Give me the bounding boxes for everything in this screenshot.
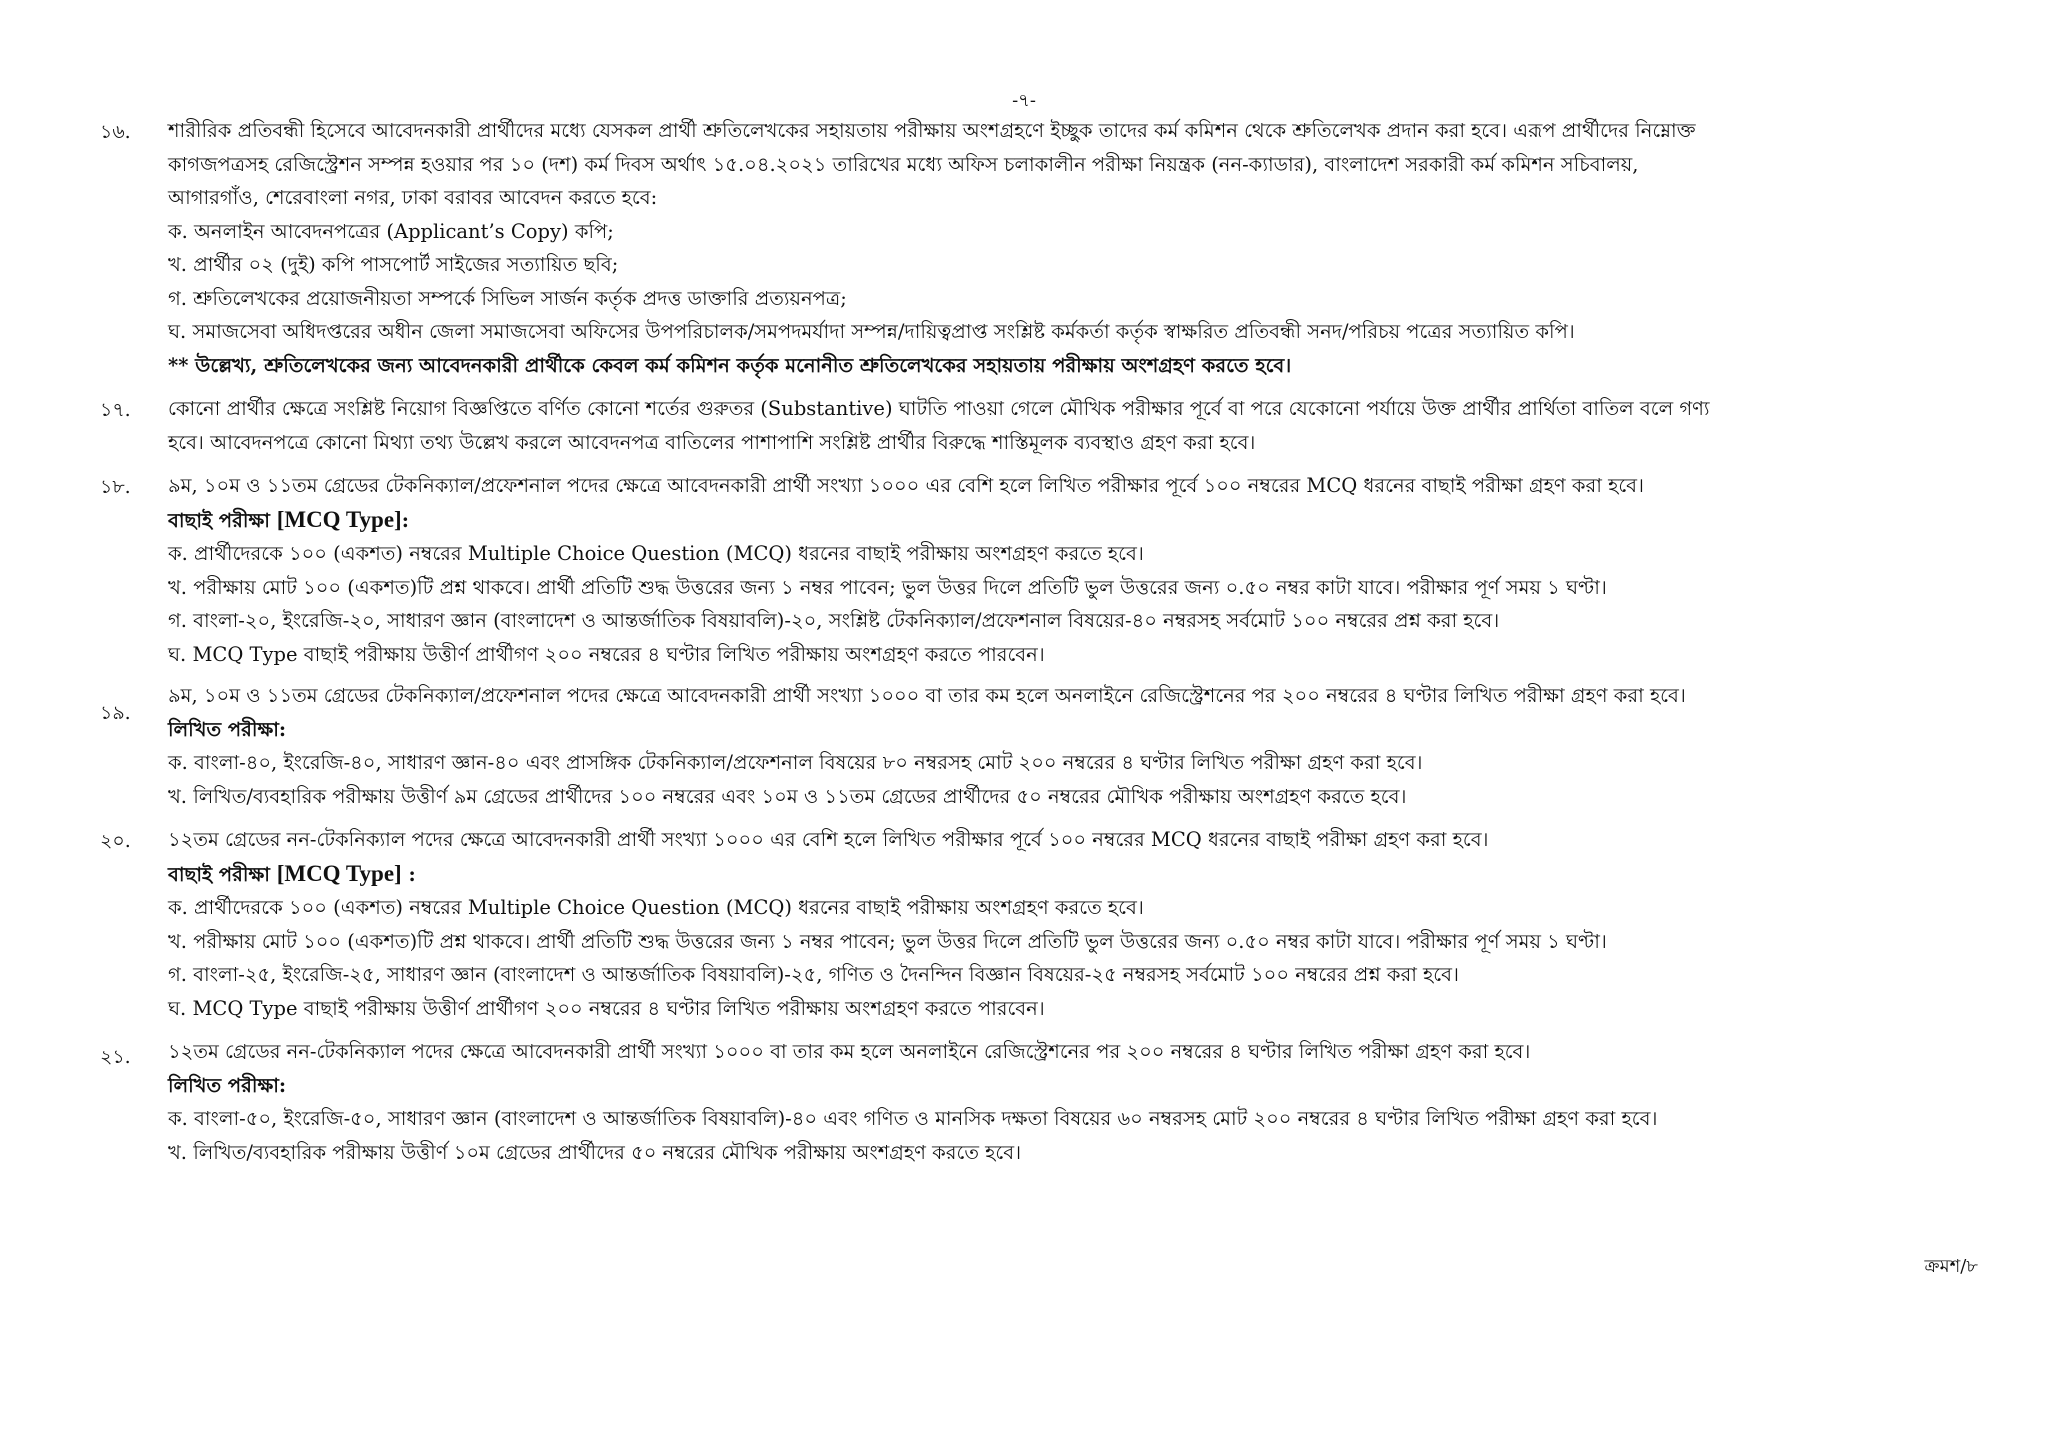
page-number: -৭- (1012, 90, 1036, 111)
sub-item-ka: ক. অনলাইন আবেদনপত্রের (Applicant’s Copy) কপি; (168, 219, 614, 243)
heading-mcq-type: [MCQ Type] (276, 860, 402, 886)
sub-item-ka: ক. প্রার্থীদেরকে ১০০ (একশত) নম্বরের Multiple Choice Question (MCQ) ধরনের বাছাই পরীক্ষায় অংশগ্রহণ করতে হবে। (168, 542, 1144, 565)
heading-suffix: : (401, 862, 416, 886)
sub-item-kha: খ. লিখিত/ব্যবহারিক পরীক্ষায় উত্তীর্ণ ১০ম গ্রেডের প্রার্থীদের ৫০ নম্বরের মৌখিক পরীক্ষায় অংশগ্রহণ করতে হবে। (168, 1140, 1022, 1164)
sub-item-kha: খ. পরীক্ষায় মোট ১০০ (একশত)টি প্রশ্ন থাকবে। প্রার্থী প্রতিটি শুদ্ধ উত্তরের জন্য ১ নম্বর পাবেন; ভুল উত্তর দিলে প্রতিটি ভুল উত্তরের জন্য ০.৫০ নম্বর কাটা যাবে। পরীক্ষার পূর্ণ সময় ১ ঘণ্টা। (168, 929, 1607, 953)
clause-number: ১৬. (100, 121, 131, 143)
clause-text-line: ৯ম, ১০ম ও ১১তম গ্রেডের টেকনিক্যাল/প্রফেশনাল পদের ক্ষেত্রে আবেদনকারী প্রার্থী সংখ্যা ১০০০ এর বেশি হলে লিখিত পরীক্ষার পূর্বে ১০০ নম্বরের MCQ ধরনের বাছাই পরীক্ষা গ্রহণ করা হবে। (168, 474, 1645, 497)
scribe-note: ** উল্লেখ্য, শ্রুতিলেখকের জন্য আবেদনকারী প্রার্থীকে কেবল কর্ম কমিশন কর্তৃক মনোনীত শ্রুতিলেখকের সহায়তায় পরীক্ষায় অংশগ্রহণ করতে হবে। (168, 353, 1292, 377)
sub-item-ka: ক. বাংলা-৫০, ইংরেজি-৫০, সাধারণ জ্ঞান (বাংলাদেশ ও আন্তর্জাতিক বিষয়াবলি)-৪০ এবং গণিত ও মানসিক দক্ষতা বিষয়ের ৬০ নম্বরসহ মোট ২০০ নম্বরের ৪ ঘণ্টার লিখিত পরীক্ষা গ্রহণ করা হবে। (168, 1107, 1658, 1130)
clause-16 (100, 114, 1980, 382)
clause-18 (100, 469, 1980, 671)
section-heading (168, 503, 1980, 538)
clause-text-line: ৯ম, ১০ম ও ১১তম গ্রেডের টেকনিক্যাল/প্রফেশনাল পদের ক্ষেত্রে আবেদনকারী প্রার্থী সংখ্যা ১০০০ বা তার কম হলে অনলাইনে রেজিস্ট্রেশনের পর ২০০ নম্বরের ৪ ঘণ্টার লিখিত পরীক্ষা গ্রহণ করা হবে। (168, 684, 1686, 707)
clause-20 (100, 823, 1980, 1025)
clause-text-line: আগারগাঁও, শেরেবাংলা নগর, ঢাকা বরাবর আবেদন করতে হবে: (168, 186, 658, 209)
clause-body (168, 114, 1980, 382)
clause-body (168, 469, 1980, 671)
sub-item-ga: গ. বাংলা-২৫, ইংরেজি-২৫, সাধারণ জ্ঞান (বাংলাদেশ ও আন্তর্জাতিক বিষয়াবলি)-২৫, গণিত ও দৈনন্দিন বিজ্ঞান বিষয়ের-২৫ নম্বরসহ সর্বমোট ১০০ নম্বরের প্রশ্ন করা হবে। (168, 963, 1459, 986)
section-heading: লিখিত পরীক্ষা: (168, 1073, 287, 1097)
clause-text-line: কাগজপত্রসহ রেজিস্ট্রেশন সম্পন্ন হওয়ার পর ১০ (দশ) কর্ম দিবস অর্থাৎ ১৫.০৪.২০২১ তারিখের মধ্যে অফিস চলাকালীন পরীক্ষা নিয়ন্ত্রক (নন-ক্যাডার), বাংলাদেশ সরকারী কর্ম কমিশন সচিবালয়, (168, 152, 1639, 176)
clause-21 (100, 1035, 1980, 1169)
document-body (100, 114, 1980, 1179)
section-heading (168, 857, 1980, 892)
clause-number: ১৮. (100, 476, 131, 498)
clause-number: ২১. (100, 1046, 131, 1068)
sub-item-gha: ঘ. MCQ Type বাছাই পরীক্ষায় উত্তীর্ণ প্রার্থীগণ ২০০ নম্বরের ৪ ঘণ্টার লিখিত পরীক্ষায় অংশগ্রহণ করতে পারবেন। (168, 642, 1045, 666)
sub-item-ga: গ. বাংলা-২০, ইংরেজি-২০, সাধারণ জ্ঞান (বাংলাদেশ ও আন্তর্জাতিক বিষয়াবলি)-২০, সংশ্লিষ্ট টেকনিক্যাল/প্রফেশনাল বিষয়ের-৪০ নম্বরসহ সর্বমোট ১০০ নম্বরের প্রশ্ন করা হবে। (168, 609, 1500, 632)
sub-item-ka: ক. বাংলা-৪০, ইংরেজি-৪০, সাধারণ জ্ঞান-৪০ এবং প্রাসঙ্গিক টেকনিক্যাল/প্রফেশনাল বিষয়ের ৮০ নম্বরসহ মোট ২০০ নম্বরের ৪ ঘণ্টার লিখিত পরীক্ষা গ্রহণ করা হবে। (168, 751, 1423, 774)
clause-body (168, 679, 1980, 813)
sub-item-gha: ঘ. MCQ Type বাছাই পরীক্ষায় উত্তীর্ণ প্রার্থীগণ ২০০ নম্বরের ৪ ঘণ্টার লিখিত পরীক্ষায় অংশগ্রহণ করতে পারবেন। (168, 996, 1045, 1020)
clause-body (168, 392, 1980, 459)
heading-mcq-type: [MCQ Type] (276, 506, 402, 532)
continued-marker: ক্রমশ/৮ (1924, 1256, 1978, 1277)
sub-item-kha: খ. পরীক্ষায় মোট ১০০ (একশত)টি প্রশ্ন থাকবে। প্রার্থী প্রতিটি শুদ্ধ উত্তরের জন্য ১ নম্বর পাবেন; ভুল উত্তর দিলে প্রতিটি ভুল উত্তরের জন্য ০.৫০ নম্বর কাটা যাবে। পরীক্ষার পূর্ণ সময় ১ ঘণ্টা। (168, 575, 1607, 599)
heading-prefix: বাছাই পরীক্ষা (168, 862, 277, 886)
clause-text-line: হবে। আবেদনপত্রে কোনো মিথ্যা তথ্য উল্লেখ করলে আবেদনপত্র বাতিলের পাশাপাশি সংশ্লিষ্ট প্রার্থীর বিরুদ্ধে শাস্তিমূলক ব্যবস্থাও গ্রহণ করা হবে। (168, 430, 1256, 454)
heading-prefix: বাছাই পরীক্ষা (168, 508, 277, 532)
clause-number: ২০. (100, 830, 131, 852)
clause-body (168, 823, 1980, 1025)
sub-item-kha: খ. প্রার্থীর ০২ (দুই) কপি পাসপোর্ট সাইজের সত্যায়িত ছবি; (168, 253, 619, 276)
clause-text-line: ১২তম গ্রেডের নন-টেকনিক্যাল পদের ক্ষেত্রে আবেদনকারী প্রার্থী সংখ্যা ১০০০ এর বেশি হলে লিখিত পরীক্ষার পূর্বে ১০০ নম্বরের MCQ ধরনের বাছাই পরীক্ষা গ্রহণ করা হবে। (168, 828, 1489, 851)
heading-suffix: : (401, 508, 409, 532)
sub-item-ga: গ. শ্রুতিলেখকের প্রয়োজনীয়তা সম্পর্কে সিভিল সার্জন কর্তৃক প্রদত্ত ডাক্তারি প্রত্যয়নপত্র; (168, 286, 847, 310)
sub-item-ka: ক. প্রার্থীদেরকে ১০০ (একশত) নম্বরের Multiple Choice Question (MCQ) ধরনের বাছাই পরীক্ষায় অংশগ্রহণ করতে হবে। (168, 896, 1144, 919)
clause-text-line: ১২তম গ্রেডের নন-টেকনিক্যাল পদের ক্ষেত্রে আবেদনকারী প্রার্থী সংখ্যা ১০০০ বা তার কম হলে অনলাইনে রেজিস্ট্রেশনের পর ২০০ নম্বরের ৪ ঘণ্টার লিখিত পরীক্ষা গ্রহণ করা হবে। (168, 1040, 1531, 1063)
clause-19 (100, 679, 1980, 813)
clause-body (168, 1035, 1980, 1169)
section-heading: লিখিত পরীক্ষা: (168, 717, 287, 741)
clause-number: ১৭. (100, 399, 131, 421)
clause-text-line: শারীরিক প্রতিবন্ধী হিসেবে আবেদনকারী প্রার্থীদের মধ্যে যেসকল প্রার্থী শ্রুতিলেখকের সহায়তায় পরীক্ষায় অংশগ্রহণে ইচ্ছুক তাদের কর্ম কমিশন থেকে শ্রুতিলেখক প্রদান করা হবে। এরূপ প্রার্থীদের নিম্নোক্ত (168, 119, 1696, 142)
sub-item-kha: খ. লিখিত/ব্যবহারিক পরীক্ষায় উত্তীর্ণ ৯ম গ্রেডের প্রার্থীদের ১০০ নম্বরের এবং ১০ম ও ১১তম গ্রেডের প্রার্থীদের ৫০ নম্বরের মৌখিক পরীক্ষায় অংশগ্রহণ করতে হবে। (168, 784, 1407, 808)
sub-item-gha: ঘ. সমাজসেবা অধিদপ্তরের অধীন জেলা সমাজসেবা অফিসের উপপরিচালক/সমপদমর্যাদা সম্পন্ন/দায়িত্বপ্রাপ্ত সংশ্লিষ্ট কর্মকর্তা কর্তৃক স্বাক্ষরিত প্রতিবন্ধী সনদ/পরিচয় পত্রের সত্যায়িত কপি। (168, 320, 1575, 343)
clause-text-line: কোনো প্রার্থীর ক্ষেত্রে সংশ্লিষ্ট নিয়োগ বিজ্ঞপ্তিতে বর্ণিত কোনো শর্তের গুরুতর (Substantive) ঘাটতি পাওয়া গেলে মৌখিক পরীক্ষার পূর্বে বা পরে যেকোনো পর্যায়ে উক্ত প্রার্থীর প্রার্থিতা বাতিল বলে গণ্য (168, 397, 1710, 420)
clause-number: ১৯. (100, 702, 131, 724)
clause-17 (100, 392, 1980, 459)
